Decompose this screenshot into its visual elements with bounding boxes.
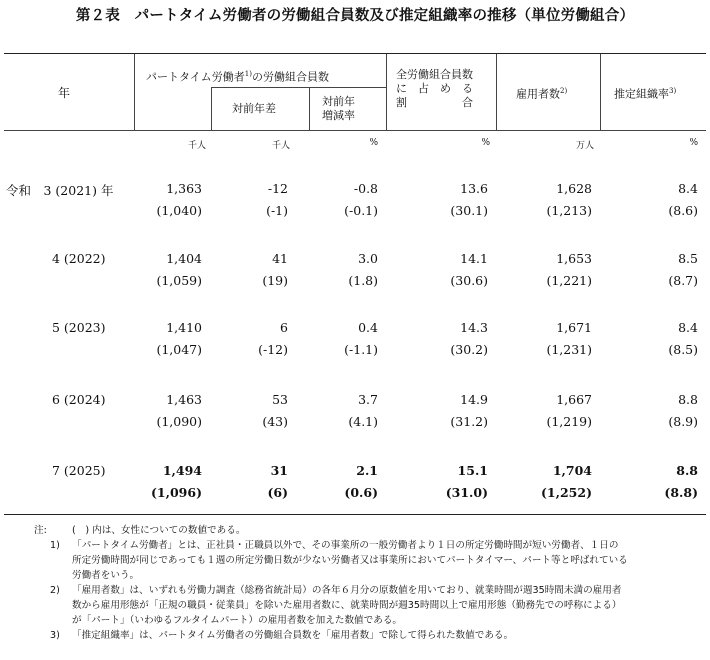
divider — [386, 54, 387, 130]
cell-density: 8.4 — [678, 320, 698, 335]
cell-share-female: (30.1) — [450, 203, 488, 218]
cell-employees: 1,628 — [556, 181, 592, 196]
cell-density: 8.8 — [678, 392, 698, 407]
header-yoy-diff: 対前年差 — [232, 102, 276, 115]
divider — [309, 88, 310, 130]
notes — [36, 523, 704, 643]
header-employees: 雇用者数$^{2)}$ — [516, 87, 568, 101]
cell-members: 1,404 — [166, 251, 202, 266]
cell-diff-female: (43) — [262, 414, 288, 429]
unit-density: % — [689, 138, 698, 148]
cell-share: 13.6 — [460, 181, 488, 196]
cell-density: 8.5 — [678, 251, 698, 266]
cell-share: 14.3 — [460, 320, 488, 335]
cell-diff: 53 — [272, 392, 288, 407]
cell-members-female: (1,059) — [156, 273, 202, 288]
cell-rate: 2.1 — [356, 463, 378, 478]
cell-diff-female: (-1) — [266, 203, 288, 218]
divider — [4, 130, 706, 131]
note-main: 注: ( ) 内は、女性についての数値である。 — [34, 525, 246, 536]
row-year: 6 (2024) — [52, 392, 106, 407]
cell-employees-female: (1,221) — [546, 273, 592, 288]
cell-employees: 1,653 — [556, 251, 592, 266]
cell-employees-female: (1,231) — [546, 342, 592, 357]
cell-members: 1,494 — [162, 463, 202, 478]
header-year: 年 — [58, 86, 71, 100]
note-2: 2) 「雇用者数」は、いずれも労働力調査（総務省統計局）の各年６月分の原数値を用いており、就業時間が週35時間未満の雇用者 — [50, 585, 622, 596]
unit-share: % — [481, 138, 490, 148]
cell-diff-female: (-12) — [258, 342, 288, 357]
cell-employees-female: (1,219) — [546, 414, 592, 429]
cell-members-female: (1,047) — [156, 342, 202, 357]
note-1-cont: 労働者をいう。 — [72, 570, 140, 581]
cell-density-female: (8.9) — [668, 414, 698, 429]
cell-density-female: (8.5) — [668, 342, 698, 357]
cell-share: 14.1 — [460, 251, 488, 266]
cell-diff: 41 — [272, 251, 288, 266]
cell-diff: 31 — [270, 463, 288, 478]
cell-share: 15.1 — [457, 463, 488, 478]
cell-share: 14.9 — [460, 392, 488, 407]
cell-rate-female: (-0.1) — [344, 203, 378, 218]
row-year: 7 (2025) — [52, 463, 106, 478]
cell-rate: 3.7 — [358, 392, 378, 407]
cell-employees: 1,667 — [556, 392, 592, 407]
cell-members-female: (1,090) — [156, 414, 202, 429]
cell-members: 1,463 — [166, 392, 202, 407]
note-1: 1) 「パートタイム労働者」とは、正社員・正職員以外で、その事業所の一般労働者より１日の所定労働時間が短い労働者、１日の — [50, 540, 619, 551]
cell-density-female: (8.6) — [668, 203, 698, 218]
unit-members: 千人 — [187, 141, 206, 151]
divider — [211, 88, 212, 130]
cell-rate-female: (-1.1) — [344, 342, 378, 357]
row-year: 令和 3 (2021) 年 — [6, 183, 114, 198]
cell-density-female: (8.7) — [668, 273, 698, 288]
cell-rate: -0.8 — [353, 181, 378, 196]
cell-diff-female: (6) — [267, 485, 288, 500]
unit-yoy-diff: 千人 — [271, 141, 290, 151]
divider — [496, 54, 497, 130]
cell-share-female: (31.2) — [450, 414, 488, 429]
statistics-table — [4, 53, 706, 515]
cell-members-female: (1,040) — [156, 203, 202, 218]
cell-diff-female: (19) — [262, 273, 288, 288]
cell-employees: 1,671 — [556, 320, 592, 335]
cell-employees-female: (1,213) — [546, 203, 592, 218]
row-year: 4 (2022) — [52, 251, 106, 266]
divider — [600, 54, 601, 130]
note-1-cont: 所定労働時間が同じであっても１週の所定労働日数が少ない労働者又は事業所においてパートタイマー、パート等と呼ばれている — [72, 555, 628, 566]
note-2-cont: が「パート」（いわゆるフルタイムパート）の雇用者数を加えた数値である。 — [72, 615, 403, 626]
header-density: 推定組織率$^{3)}$ — [614, 87, 677, 101]
cell-share-female: (30.6) — [450, 273, 488, 288]
cell-rate: 3.0 — [358, 251, 378, 266]
cell-density: 8.8 — [676, 463, 698, 478]
header-yoy-rate: 対前年 増減率 — [322, 95, 355, 122]
header-members: パートタイム労働者$^{1)}$の労働組合員数 — [146, 70, 329, 84]
cell-share-female: (30.2) — [450, 342, 488, 357]
cell-rate-female: (1.8) — [348, 273, 378, 288]
note-3: 3) 「推定組織率」は、パートタイム労働者の労働組合員数を「雇用者数」で除して得られた数値である。 — [50, 630, 514, 641]
divider — [134, 54, 135, 130]
divider — [211, 87, 386, 88]
cell-diff: -12 — [267, 181, 288, 196]
cell-rate: 0.4 — [358, 320, 378, 335]
unit-yoy-rate: % — [369, 138, 378, 148]
cell-density: 8.4 — [678, 181, 698, 196]
cell-members: 1,363 — [166, 181, 202, 196]
table-title: 第２表 パートタイム労働者の労働組合員数及び推定組織率の推移（単位労働組合） — [75, 8, 635, 24]
cell-members-female: (1,096) — [151, 485, 202, 500]
header-share: 全労働組合員数 に 占 め る 割 合 — [396, 68, 473, 109]
cell-members: 1,410 — [166, 320, 202, 335]
cell-share-female: (31.0) — [445, 485, 488, 500]
cell-employees: 1,704 — [552, 463, 592, 478]
cell-rate-female: (4.1) — [348, 414, 378, 429]
cell-diff: 6 — [280, 320, 288, 335]
row-year: 5 (2023) — [52, 320, 106, 335]
unit-employees: 万人 — [575, 141, 594, 151]
cell-rate-female: (0.6) — [344, 485, 378, 500]
cell-employees-female: (1,252) — [541, 485, 592, 500]
cell-density-female: (8.8) — [664, 485, 698, 500]
note-2-cont: 数から雇用形態が「正規の職員・従業員」を除いた雇用者数に、就業時間が週35時間以上で雇用形態（勤務先での呼称による） — [72, 600, 622, 611]
